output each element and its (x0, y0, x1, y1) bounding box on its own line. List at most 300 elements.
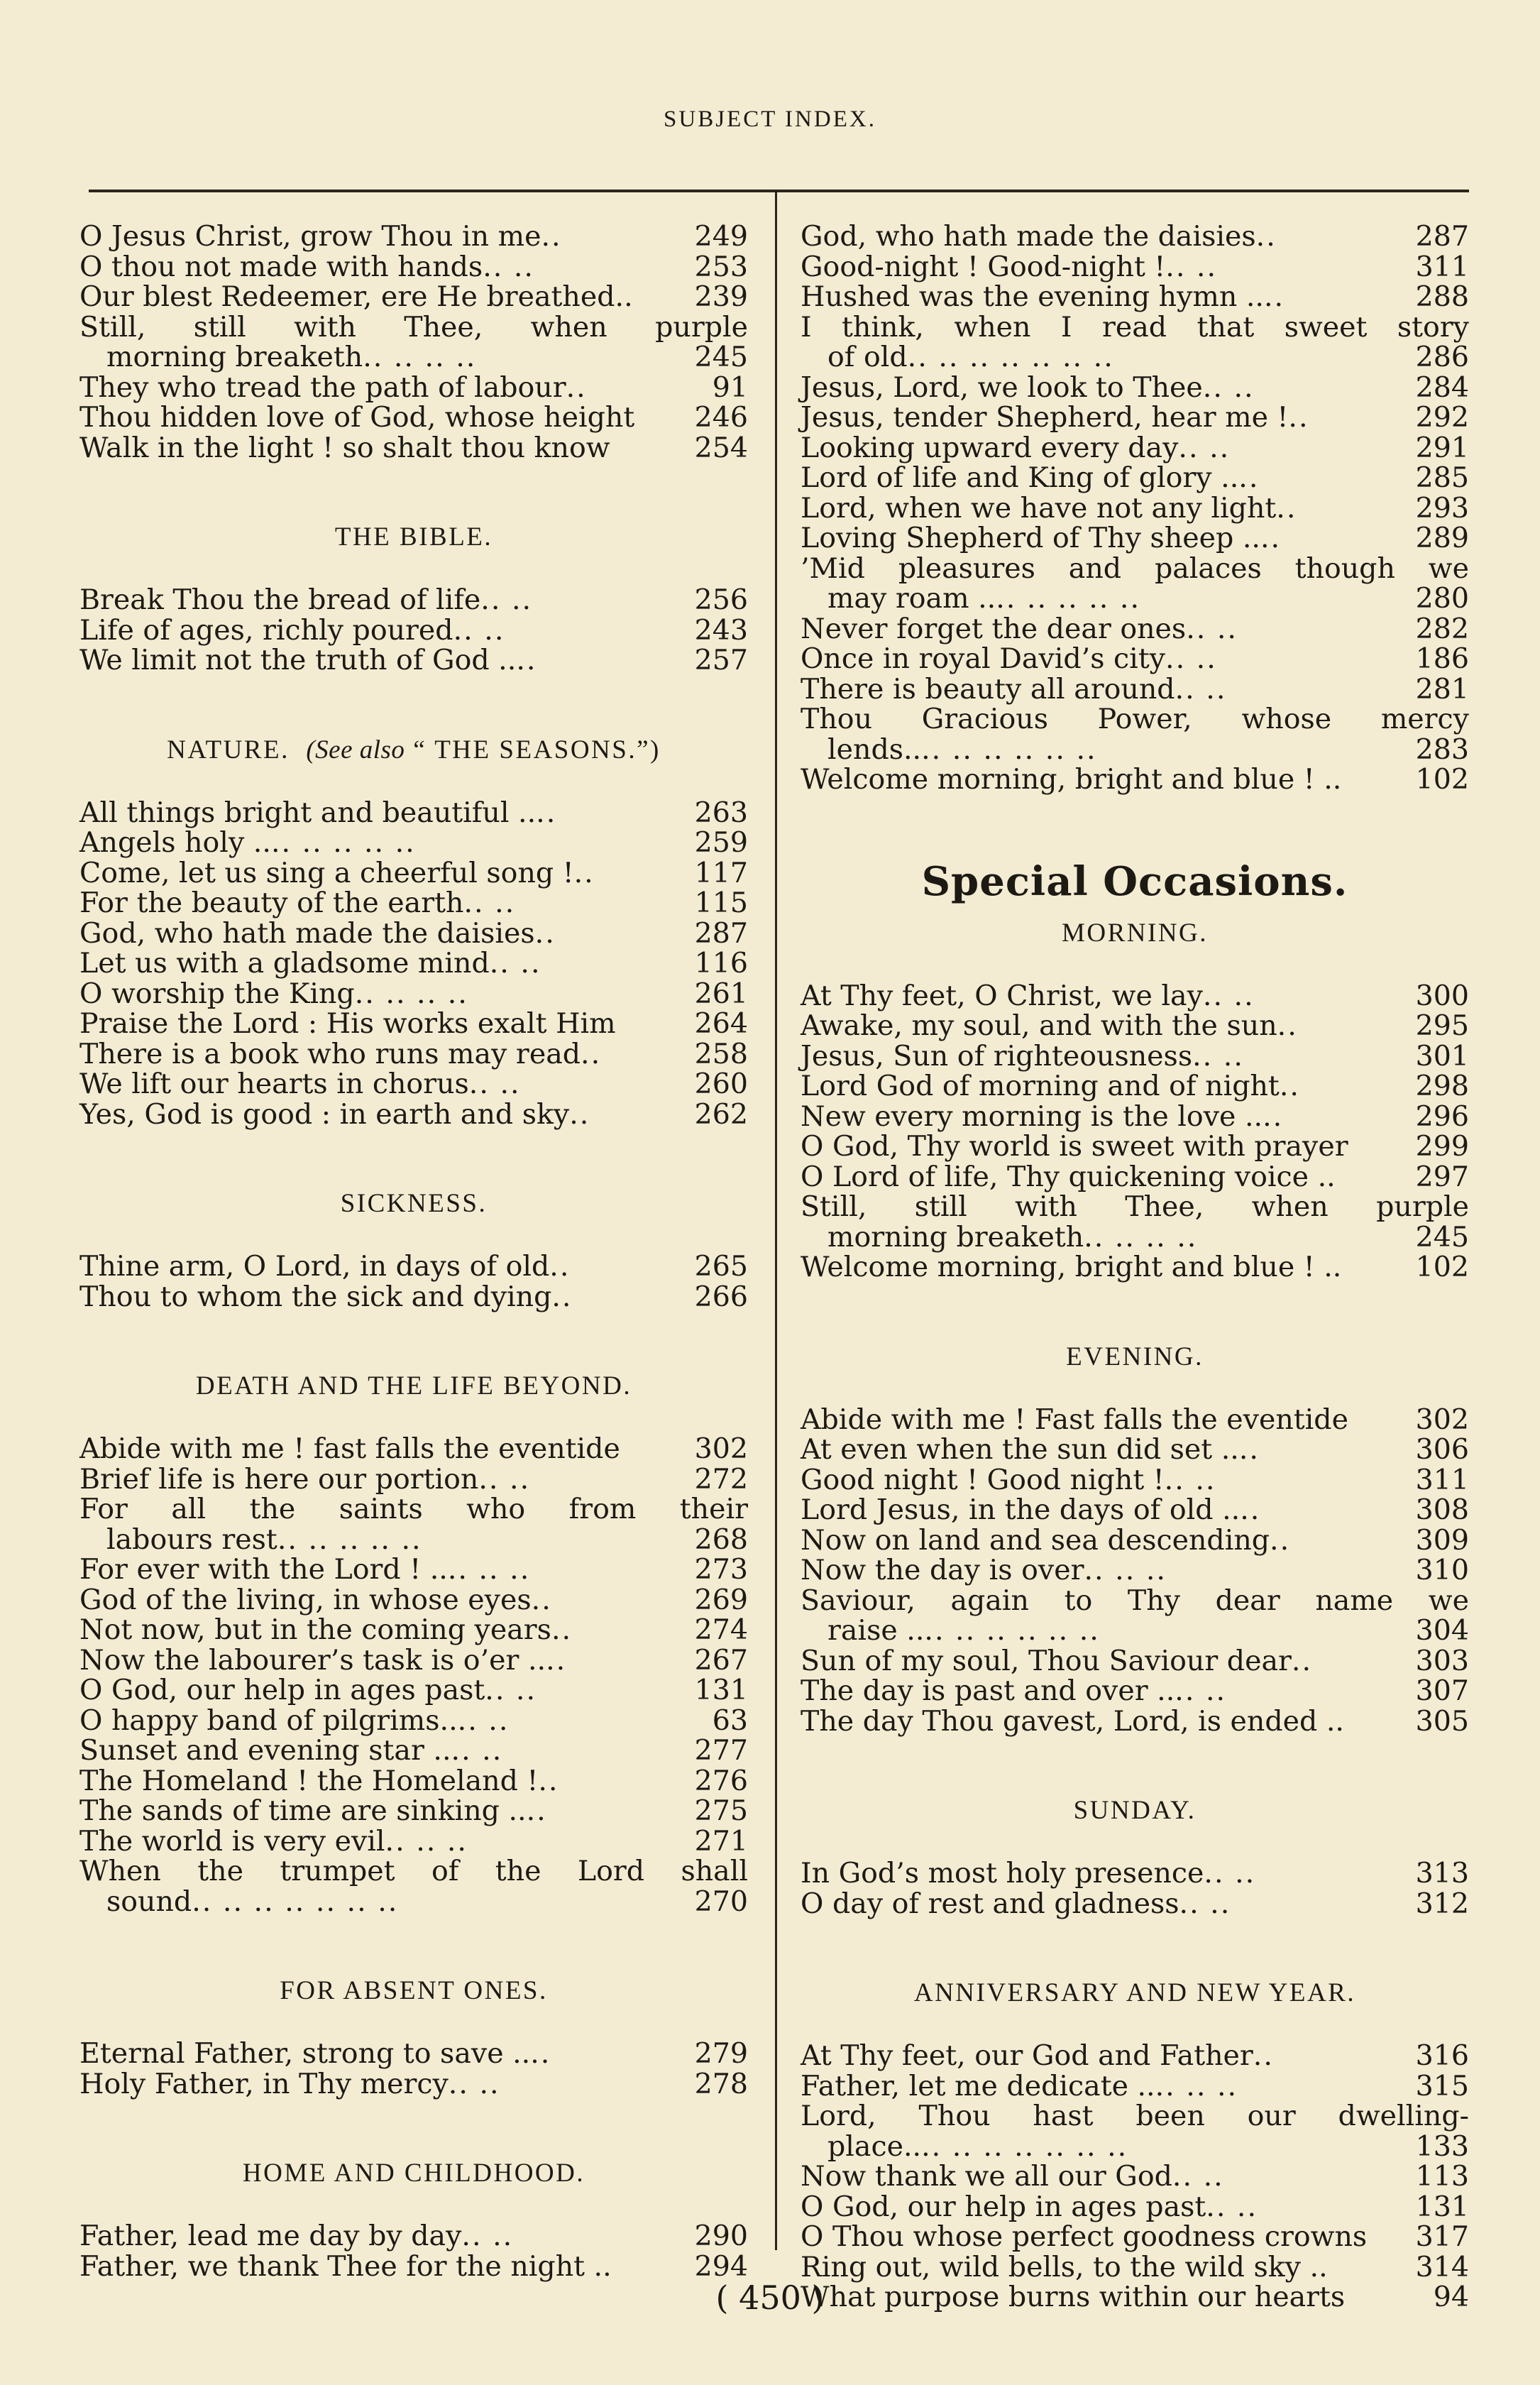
entry-hymn-number: 94 (1433, 2281, 1469, 2313)
entry-leader-dots: .. (566, 372, 587, 402)
nature-see-also: (See also (306, 735, 405, 764)
entry-leader-dots: .. .. (1179, 1888, 1231, 1919)
entry-leader-dots: .. .. (457, 1705, 510, 1736)
index-entry (801, 2222, 1469, 2252)
entry-continuation-line (79, 1525, 748, 1555)
entry-title: O God, our help in ages past (801, 2190, 1206, 2223)
entry-title: Eternal Father, strong to save .. (79, 2037, 531, 2070)
entry-hymn-number: 316 (1415, 2039, 1469, 2072)
entry-leader-dots: .. (1279, 1071, 1300, 1102)
entry-leader-dots: .. (1255, 221, 1277, 252)
entry-title: O day of rest and gladness (801, 1887, 1179, 1920)
entry-hymn-number: 259 (694, 826, 748, 859)
index-entry (79, 433, 748, 464)
entry-title: The world is very evil (79, 1824, 385, 1858)
entry-hymn-number: 280 (1415, 582, 1469, 615)
entry-continuation-line (801, 735, 1469, 765)
index-entry (79, 1615, 748, 1645)
entry-title: Awake, my soul, and with the sun (801, 1009, 1277, 1042)
the-bible-list (79, 585, 748, 676)
entry-title: At Thy feet, our God and Father (801, 2039, 1253, 2072)
entry-hymn-number: 249 (694, 220, 748, 253)
entry-hymn-number: 289 (1415, 522, 1469, 554)
entry-leader-dots: .. .. (489, 948, 541, 979)
entry-title: Abide with me ! Fast falls the eventide (801, 1403, 1348, 1436)
entry-title: Thine arm, O Lord, in days of old (79, 1250, 550, 1283)
entry-title: New every morning is the love .. (801, 1100, 1263, 1133)
entry-title: We limit not the truth of God .. (79, 644, 517, 676)
index-entry (79, 2039, 748, 2069)
index-entry (801, 1011, 1469, 1041)
left-continued-list (79, 221, 748, 463)
entry-title-continued: may roam .. (827, 582, 996, 615)
entry-hymn-number: 133 (1415, 2129, 1469, 2163)
entry-leader-dots: .. (1263, 282, 1285, 312)
entry-title: Now thank we all our God (801, 2160, 1172, 2193)
entry-title: O worship the King (79, 977, 355, 1010)
entry-leader-dots: .. .. .. .. .. .. .. (192, 1886, 399, 1917)
section-heading-morning: MORNING. (1061, 918, 1209, 948)
entry-title: The Homeland ! the Homeland ! (79, 1764, 539, 1797)
sickness-list (79, 1251, 748, 1312)
entry-leader-dots: .. .. (448, 2068, 500, 2099)
entry-leader-dots: .. .. (1165, 644, 1217, 674)
entry-hymn-number: 303 (1415, 1644, 1469, 1677)
entry-title: O Jesus Christ, grow Thou in me (79, 220, 541, 253)
entry-hymn-number: 91 (712, 371, 748, 404)
entry-title: Lord Jesus, in the days of old .. (801, 1493, 1241, 1526)
index-entry (801, 674, 1469, 705)
entry-leader-dots: .. (541, 221, 562, 252)
entry-title: Good-night ! Good-night ! (801, 250, 1166, 283)
entry-title: Praise the Lord : His works exalt Him (79, 1007, 616, 1040)
entry-title: Still, still with Thee, when purple (801, 1190, 1469, 1223)
entry-title: O God, our help in ages past (79, 1674, 485, 1706)
entry-hymn-number: 302 (1415, 1403, 1469, 1436)
index-entry (801, 1131, 1469, 1162)
entry-title: Now the labourer’s task is o’er .. (79, 1643, 546, 1677)
entry-title: Angels holy .. (79, 826, 271, 859)
entry-title: O Thou whose perfect goodness crowns (801, 2220, 1368, 2253)
entry-leader-dots: .. (1240, 1495, 1261, 1525)
entry-title: Still, still with Thee, when purple (79, 310, 748, 344)
entry-hymn-number: 271 (694, 1824, 748, 1858)
entry-hymn-number: 278 (694, 2067, 748, 2100)
entry-title: Thou hidden love of God, whose height (79, 401, 635, 434)
entry-hymn-number: 113 (1415, 2160, 1469, 2193)
entry-continuation-line (801, 342, 1469, 373)
entry-leader-dots: .. .. (1164, 1464, 1216, 1495)
entry-leader-dots: .. .. (1192, 1041, 1244, 1071)
index-entry (79, 1251, 748, 1282)
entry-leader-dots: .. (1260, 523, 1282, 554)
entry-leader-dots: .. .. (1206, 2191, 1258, 2222)
index-entry (801, 2252, 1469, 2283)
entry-hymn-number: 292 (1415, 401, 1469, 434)
entry-title: Welcome morning, bright and blue ! .. (801, 1251, 1342, 1283)
entry-hymn-number: 298 (1415, 1070, 1469, 1102)
entry-leader-dots: .. (1288, 402, 1309, 433)
index-entry (801, 614, 1469, 645)
index-entry (801, 1465, 1469, 1496)
entry-title: Welcome morning, bright and blue ! .. (801, 763, 1342, 796)
entry-hymn-number: 268 (694, 1523, 748, 1556)
entry-leader-dots: .. (1270, 1525, 1291, 1555)
index-entry (79, 1282, 748, 1312)
section-heading-absent: FOR ABSENT ONES. (280, 1976, 548, 2005)
index-entry (801, 1555, 1469, 1586)
entry-hymn-number: 304 (1415, 1614, 1469, 1647)
left-column (79, 221, 748, 2281)
entry-leader-dots: .. .. .. .. (1084, 1222, 1198, 1252)
entry-title: O thou not made with hands (79, 250, 483, 283)
index-entry (801, 2071, 1469, 2102)
index-entry (79, 1039, 748, 1070)
entry-title: O God, Thy world is sweet with prayer (801, 1130, 1348, 1163)
entry-title: God of the living, in whose eyes (79, 1583, 532, 1616)
index-entry (79, 1796, 748, 1826)
index-entry (801, 1162, 1469, 1192)
entry-title-continued: morning breaketh (827, 1220, 1084, 1254)
index-entry (79, 1766, 748, 1797)
entry-leader-dots: .. .. .. .. (354, 978, 468, 1009)
entry-leader-dots: .. (573, 857, 595, 888)
entry-title: Break Thou the bread of life (79, 583, 481, 616)
entry-hymn-number: 299 (1415, 1130, 1469, 1163)
index-entry (79, 1826, 748, 1857)
index-entry (79, 1856, 748, 1917)
entry-title: Life of ages, richly poured (79, 613, 453, 647)
entry-title: Lord, Thou hast been our dwelling- (801, 2100, 1469, 2132)
index-entry (79, 798, 748, 828)
morning-list (801, 981, 1469, 1283)
absent-list (79, 2039, 748, 2099)
index-entry (79, 1585, 748, 1616)
index-entry (801, 1706, 1469, 1737)
entry-hymn-number: 290 (694, 2220, 748, 2252)
entry-title: Abide with me ! fast falls the eventide (79, 1432, 620, 1465)
index-entry (79, 1675, 748, 1706)
entry-hymn-number: 273 (694, 1553, 748, 1586)
entry-hymn-number: 311 (1415, 250, 1469, 283)
entry-hymn-number: 246 (694, 401, 748, 434)
nature-heading-title: NATURE. (167, 735, 290, 764)
entry-hymn-number: 131 (1415, 2190, 1469, 2223)
entry-title: At Thy feet, O Christ, we lay (801, 979, 1203, 1012)
index-entry (79, 916, 748, 950)
index-entry (79, 312, 748, 373)
entry-hymn-number: 254 (694, 431, 748, 464)
entry-title-continued: lends.. (827, 733, 922, 766)
index-entry (801, 1586, 1469, 1646)
entry-title: Sun of my soul, Thou Saviour dear (801, 1644, 1292, 1677)
entry-title: Loving Shepherd of Thy sheep .. (801, 522, 1260, 554)
index-entry (79, 1434, 748, 1464)
index-entry (79, 1464, 748, 1495)
entry-leader-dots: .. .. (1186, 613, 1238, 644)
index-entry (801, 1889, 1469, 1919)
entry-title: Now the day is over (801, 1554, 1084, 1586)
index-entry (79, 1555, 748, 1585)
nature-list (79, 798, 748, 1130)
entry-title-continued: place.. (827, 2129, 922, 2163)
entry-title: Not now, but in the coming years (79, 1613, 551, 1646)
entry-hymn-number: 283 (1415, 733, 1469, 766)
entry-leader-dots: .. (549, 1251, 571, 1282)
index-entry (79, 948, 748, 979)
entry-hymn-number: 285 (1415, 461, 1469, 494)
entry-hymn-number: 295 (1415, 1009, 1469, 1042)
entry-title: Brief life is here our portion (79, 1462, 479, 1496)
column-divider (775, 192, 777, 2250)
entry-title: Jesus, Lord, we look to Thee (801, 371, 1203, 404)
entry-leader-dots: .. (538, 1765, 559, 1796)
entry-title-continued: morning breaketh (106, 341, 363, 373)
index-entry (79, 221, 748, 252)
entry-hymn-number: 243 (694, 613, 748, 647)
entry-title-continued: of old (827, 341, 908, 373)
right-continued-list (801, 221, 1469, 795)
entry-title: Ring out, wild bells, to the wild sky .. (801, 2250, 1328, 2283)
entry-hymn-number: 63 (712, 1704, 748, 1737)
entry-hymn-number: 313 (1415, 1857, 1469, 1890)
evening-list (801, 1405, 1469, 1737)
entry-leader-dots: .. (534, 918, 556, 948)
entry-title: O happy band of pilgrims.. (79, 1704, 458, 1737)
entry-title: ’Mid pleasures and palaces though we (801, 552, 1469, 585)
entry-leader-dots: .. .. .. (385, 1826, 468, 1856)
entry-hymn-number: 245 (694, 341, 748, 373)
entry-leader-dots: .. (546, 1645, 567, 1675)
entry-continuation-line (79, 1887, 748, 1917)
entry-title: Jesus, tender Shepherd, hear me ! (801, 401, 1289, 434)
top-rule (89, 190, 1469, 192)
entry-title: We lift our hearts in chorus (79, 1068, 469, 1100)
index-entry (79, 615, 748, 646)
entry-leader-dots: .. (526, 1796, 547, 1826)
entry-leader-dots: .. (531, 1584, 552, 1615)
entry-leader-dots: .. .. (1202, 980, 1255, 1011)
entry-title: Yes, God is good : in earth and sky (79, 1097, 570, 1131)
entry-title: Lord God of morning and of night (801, 1070, 1280, 1102)
entry-leader-dots: .. .. .. .. .. .. .. (907, 342, 1114, 373)
index-entry (801, 554, 1469, 614)
entry-leader-dots: .. (551, 1615, 573, 1645)
entry-hymn-number: 117 (694, 856, 748, 889)
anniversary-list (801, 2041, 1469, 2313)
index-entry (801, 981, 1469, 1011)
entry-leader-dots: .. .. .. (1084, 1555, 1167, 1586)
entry-leader-dots: .. .. .. .. .. (277, 1524, 422, 1555)
index-entry (801, 433, 1469, 464)
entry-title: For all the saints who from their (79, 1493, 748, 1525)
entry-title: The day is past and over .. (801, 1674, 1175, 1707)
entry-leader-dots: .. (1238, 1435, 1260, 1465)
entry-leader-dots: .. (1276, 493, 1297, 523)
entry-hymn-number: 258 (694, 1037, 748, 1070)
index-entry (79, 1706, 748, 1736)
entry-leader-dots: .. .. .. .. .. .. (921, 734, 1097, 764)
index-entry (79, 1069, 748, 1100)
entry-leader-dots: .. .. (468, 1069, 521, 1100)
index-entry (801, 282, 1469, 312)
entry-hymn-number: 260 (694, 1068, 748, 1100)
entry-title: Walk in the light ! so shalt thou know (79, 431, 610, 464)
index-entry (801, 252, 1469, 283)
entry-hymn-number: 264 (694, 1007, 748, 1040)
entry-leader-dots: .. .. .. (447, 1555, 531, 1585)
entry-title: In God’s most holy presence (801, 1857, 1204, 1890)
entry-title: Once in royal David’s city (801, 642, 1166, 675)
entry-hymn-number: 305 (1415, 1704, 1469, 1738)
entry-title: Father, let me dedicate .. (801, 2069, 1155, 2102)
entry-hymn-number: 276 (694, 1764, 748, 1797)
entry-hymn-number: 300 (1415, 979, 1469, 1012)
entry-hymn-number: 311 (1415, 1463, 1469, 1496)
index-entry (79, 373, 748, 403)
index-entry (801, 523, 1469, 554)
entry-leader-dots: .. (1291, 1645, 1313, 1676)
index-entry (801, 373, 1469, 403)
death-list (79, 1434, 748, 1917)
entry-hymn-number: 309 (1415, 1523, 1469, 1557)
entry-title: Jesus, Sun of righteousness (801, 1039, 1193, 1073)
entry-leader-dots: .. .. (480, 585, 533, 615)
entry-leader-dots: .. .. (1178, 432, 1231, 463)
entry-leader-dots: .. .. (1175, 674, 1227, 704)
entry-title: Never forget the dear ones (801, 612, 1187, 645)
entry-leader-dots: .. .. (478, 1464, 531, 1494)
entry-leader-dots: .. (581, 1038, 602, 1069)
entry-hymn-number: 296 (1415, 1100, 1469, 1133)
entry-leader-dots: .. .. (1204, 1858, 1256, 1889)
index-entry (801, 764, 1469, 795)
entry-hymn-number: 261 (694, 977, 748, 1010)
entry-hymn-number: 186 (1415, 642, 1469, 675)
entry-hymn-number: 269 (694, 1583, 748, 1616)
entry-hymn-number: 291 (1415, 431, 1469, 464)
entry-leader-dots: .. .. .. .. .. .. (924, 1616, 1100, 1646)
index-entry (801, 221, 1469, 252)
index-entry (79, 888, 748, 919)
entry-leader-dots: .. .. (1175, 1676, 1227, 1706)
index-entry (79, 645, 748, 676)
page-number: ( 450 ) (715, 2279, 825, 2317)
entry-leader-dots: .. .. .. .. .. (996, 583, 1141, 614)
entry-hymn-number: 317 (1415, 2220, 1469, 2253)
entry-hymn-number: 116 (694, 947, 748, 980)
entry-title: Father, we thank Thee for the night .. (79, 2249, 612, 2283)
entry-hymn-number: 270 (694, 1885, 748, 1918)
index-entry (801, 2041, 1469, 2071)
entry-hymn-number: 265 (694, 1250, 748, 1283)
entry-leader-dots: .. (551, 1281, 573, 1312)
entry-hymn-number: 253 (694, 250, 748, 283)
entry-leader-dots: .. .. .. .. .. (270, 828, 416, 858)
index-entry (801, 1676, 1469, 1706)
index-entry (801, 2101, 1469, 2161)
entry-hymn-number: 266 (694, 1280, 748, 1313)
entry-hymn-number: 115 (694, 887, 748, 919)
entry-continuation-line (79, 342, 748, 373)
index-entry (801, 644, 1469, 674)
entry-leader-dots: .. (1263, 1101, 1284, 1131)
entry-leader-dots: .. .. (485, 1675, 537, 1706)
entry-title: Lord of life and King of glory .. (801, 461, 1239, 494)
index-entry (79, 1645, 748, 1676)
entry-continuation-line (801, 2129, 1469, 2163)
entry-title-continued: sound (106, 1885, 192, 1918)
index-entry (801, 1071, 1469, 1102)
entry-title: Hushed was the evening hymn .. (801, 280, 1264, 313)
index-entry (801, 1646, 1469, 1677)
entry-continuation-line (801, 583, 1469, 614)
entry-hymn-number: 102 (1415, 1251, 1469, 1283)
entry-leader-dots: .. (569, 1099, 590, 1129)
entry-title: For ever with the Lord ! .. (79, 1553, 448, 1586)
entry-leader-dots: .. .. (461, 2221, 514, 2252)
index-entry (801, 1192, 1469, 1252)
entry-hymn-number: 272 (694, 1462, 748, 1496)
entry-title: Let us with a gladsome mind (79, 947, 490, 980)
index-entry (801, 1435, 1469, 1465)
entry-title: Looking upward every day (801, 431, 1179, 464)
index-entry (79, 1736, 748, 1766)
entry-title-continued: raise .. (827, 1614, 925, 1647)
section-heading-evening: EVENING. (1066, 1342, 1204, 1371)
section-heading-sickness: SICKNESS. (340, 1189, 488, 1218)
index-entry (801, 463, 1469, 493)
entry-title: God, who hath made the daisies (801, 220, 1256, 253)
index-entry (801, 704, 1469, 764)
entry-hymn-number: 279 (694, 2037, 748, 2070)
entry-title: When the trumpet of the Lord shall (79, 1855, 748, 1887)
entry-hymn-number: 302 (694, 1432, 748, 1465)
entry-hymn-number: 131 (694, 1674, 748, 1706)
index-entry (79, 828, 748, 858)
entry-hymn-number: 315 (1415, 2069, 1469, 2102)
index-entry (801, 1525, 1469, 1556)
entry-title: All things bright and beautiful .. (79, 796, 537, 829)
nature-see-also-ref: “ THE SEASONS.”) (413, 735, 661, 764)
index-entry (801, 1252, 1469, 1283)
entry-hymn-number: 310 (1415, 1554, 1469, 1586)
entry-title: Lord, when we have not any light (801, 491, 1277, 525)
entry-leader-dots: .. .. (1165, 251, 1218, 282)
entry-hymn-number: 239 (694, 280, 748, 313)
special-occasions-title: Special Occasions. (921, 857, 1348, 905)
entry-leader-dots: .. .. (463, 888, 516, 919)
entry-leader-dots: .. .. (1202, 372, 1255, 402)
entry-continuation-line (801, 1222, 1469, 1253)
entry-title: There is beauty all around (801, 672, 1175, 706)
entry-leader-dots: .. (1238, 463, 1260, 493)
entry-title: Sunset and evening star .. (79, 1734, 451, 1767)
index-entry (79, 252, 748, 283)
entry-title: At even when the sun did set .. (801, 1433, 1239, 1466)
index-entry (79, 402, 748, 433)
entry-title: Saviour, again to Thy dear name we (801, 1584, 1469, 1617)
index-entry (79, 1097, 748, 1131)
entry-hymn-number: 312 (1415, 1887, 1469, 1920)
entry-hymn-number: 306 (1415, 1433, 1469, 1466)
entry-title-continued: labours rest (106, 1523, 277, 1556)
entry-title: Good night ! Good night ! (801, 1463, 1165, 1496)
entry-hymn-number: 297 (1415, 1160, 1469, 1193)
entry-leader-dots: .. .. .. (1155, 2071, 1238, 2101)
sunday-list (801, 1858, 1469, 1919)
entry-hymn-number: 267 (694, 1643, 748, 1677)
